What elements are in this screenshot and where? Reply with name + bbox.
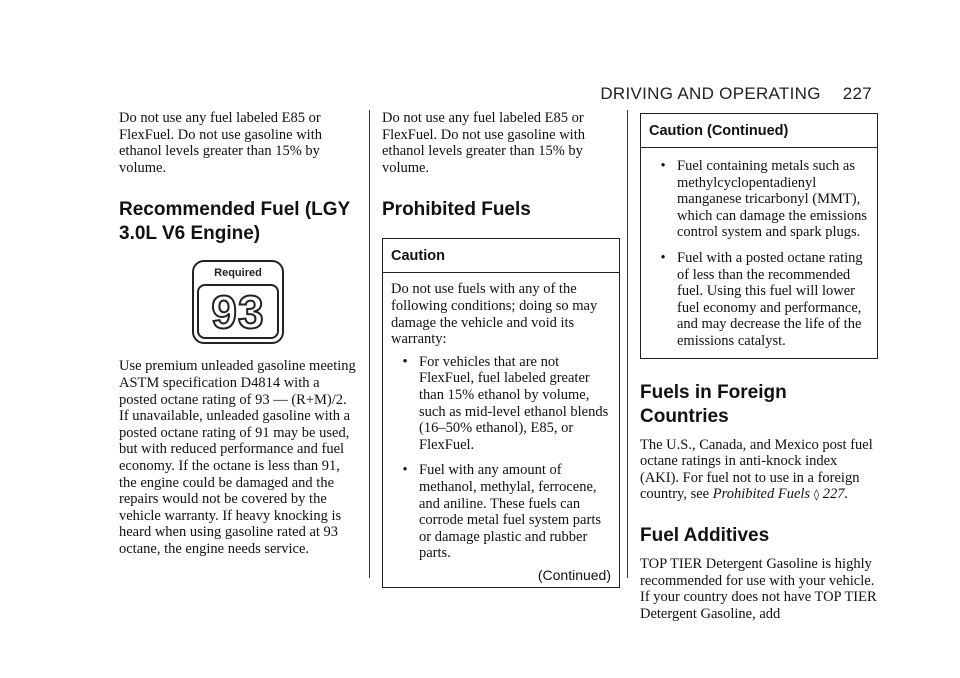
prohibited-fuels-heading: Prohibited Fuels [382,199,531,221]
fuel-additives-text: TOP TIER Detergent Gasoline is highly recommended for use with your vehicle. If your country does not have TOP TIER Detergent Gasoline, add [640,555,877,622]
bullet-icon: • [402,353,408,370]
caution-title: Caution [383,239,619,273]
column-3 [640,110,878,622]
caution-continued-bullet-list [649,158,869,350]
caution-intro: Do not use fuels with any of the following conditions; doing so may damage the vehicle and void its warranty: [391,281,598,348]
e85-warning-text-2: Do not use any fuel labeled E85 or FlexFuel. Do not use gasoline with ethanol levels greater than 15% by volume. [382,110,585,176]
prohibited-fuels-link[interactable]: Prohibited Fuels [712,486,811,503]
badge-label: Required [214,267,262,280]
caution-continued-title: Caution (Continued) [641,114,877,148]
list-item: • Fuel containing metals such as methylcyclopentadienyl manganese tricarbonyl (MMT), which can damage the emissions control system and spark plugs. [649,158,869,241]
bullet-icon: • [660,249,666,266]
caution-continued-box [640,113,878,359]
page-number: 227 [842,84,872,103]
foreign-countries-text: The U.S., Canada, and Mexico post fuel octane ratings in anti-knock index (AKI). For fuel not to use in a foreign country, see Prohibited Fuels ◊ 227. [640,436,873,503]
column-divider-left [369,110,370,578]
column-divider-right [627,110,628,578]
bullet-icon: • [660,158,666,174]
fuel-additives-heading: Fuel Additives [640,524,770,546]
e85-warning-text: Do not use any fuel labeled E85 or FlexFuel. Do not use gasoline with ethanol levels greater than 15% by volume. [119,110,322,176]
list-item: • Fuel with a posted octane rating of less than the recommended fuel. Using this fuel will lower fuel economy and performance, and may decrease the life of the emissions catalyst. [649,250,869,350]
caution-box [382,238,620,588]
foreign-countries-heading: Fuels in Foreign Countries [640,381,787,427]
list-item: • For vehicles that are not FlexFuel, fuel labeled greater than 15% ethanol by volume, such as mid-level ethanol blends (16–50% ethanol), E85, or FlexFuel. [391,354,611,454]
list-item: • Fuel with any amount of methanol, methylal, ferrocene, and aniline. These fuels can corrode metal fuel system parts or damage plastic and rubber parts. [391,462,611,562]
section-title: DRIVING AND OPERATING [600,84,821,103]
page-reference-icon: ◊ [813,488,820,502]
recommended-fuel-heading: Recommended Fuel (LGY 3.0L V6 Engine) [119,199,350,245]
badge-octane-number: 93 [211,285,265,338]
page-reference-number[interactable]: 227. [822,486,849,503]
column-2 [382,110,620,588]
octane-required-badge [192,260,284,344]
bullet-icon: • [402,462,408,479]
running-header [600,84,872,104]
continued-label: (Continued) [537,566,611,583]
column-1 [119,110,357,558]
caution-bullet-list [391,354,611,562]
recommended-fuel-body: Use premium unleaded gasoline meeting ASTM specification D4814 with a posted octane rating of 93 — (R+M)/2. If unavailable, unleaded gasoline with a posted octane rating of 91 may be used, but with reduced performance and fuel economy. If the octane is less than 91, the engine could be damaged and the repairs would not be covered by the vehicle warranty. If heavy knocking is heard when using gasoline rated at 93 octane, the engine needs service. [119,358,356,557]
